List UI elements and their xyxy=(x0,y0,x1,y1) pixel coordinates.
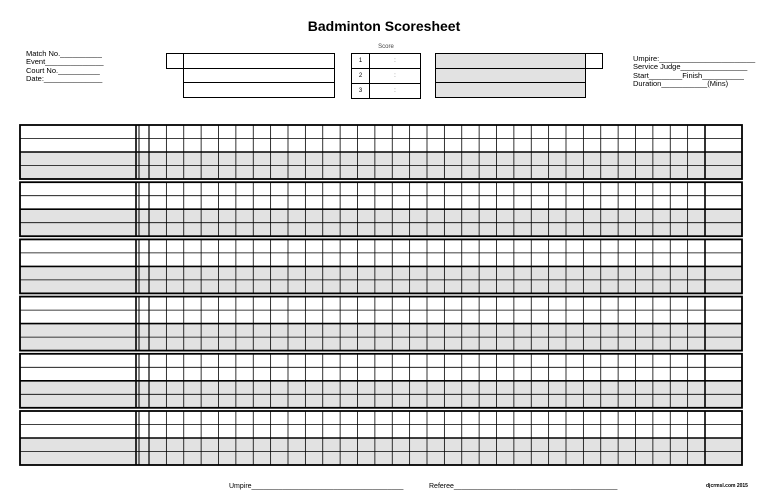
game-number: 3 xyxy=(358,88,363,94)
game-score-separator[interactable]: : xyxy=(394,58,396,64)
game-score-separator[interactable]: : xyxy=(394,88,396,94)
umpire-field[interactable]: Umpire:_______________________ xyxy=(633,54,756,63)
event-field[interactable]: Event______________ xyxy=(26,57,104,67)
footer-referee-field[interactable]: Referee__________________________________________ xyxy=(429,483,618,490)
page-title: Badminton Scoresheet xyxy=(307,18,461,34)
score-label: Score xyxy=(378,44,394,50)
date-field[interactable]: Date:______________ xyxy=(26,74,103,84)
court-no-field[interactable]: Court No.__________ xyxy=(26,65,100,75)
start-finish-field[interactable]: Start________Finish__________ xyxy=(633,70,744,80)
footer-umpire-field[interactable]: Umpire_______________________________________ xyxy=(229,483,404,490)
duration-field[interactable]: Duration___________(Mins) xyxy=(633,79,729,89)
game-number: 2 xyxy=(358,73,363,79)
service-judge-field[interactable]: Service Judge________________ xyxy=(633,62,748,72)
footer-credit: djcrmsl.com 2015 xyxy=(706,483,748,489)
game-score-separator[interactable]: : xyxy=(394,73,396,79)
match-no-field[interactable]: Match No.__________ xyxy=(26,49,102,58)
game-number: 1 xyxy=(358,58,363,64)
